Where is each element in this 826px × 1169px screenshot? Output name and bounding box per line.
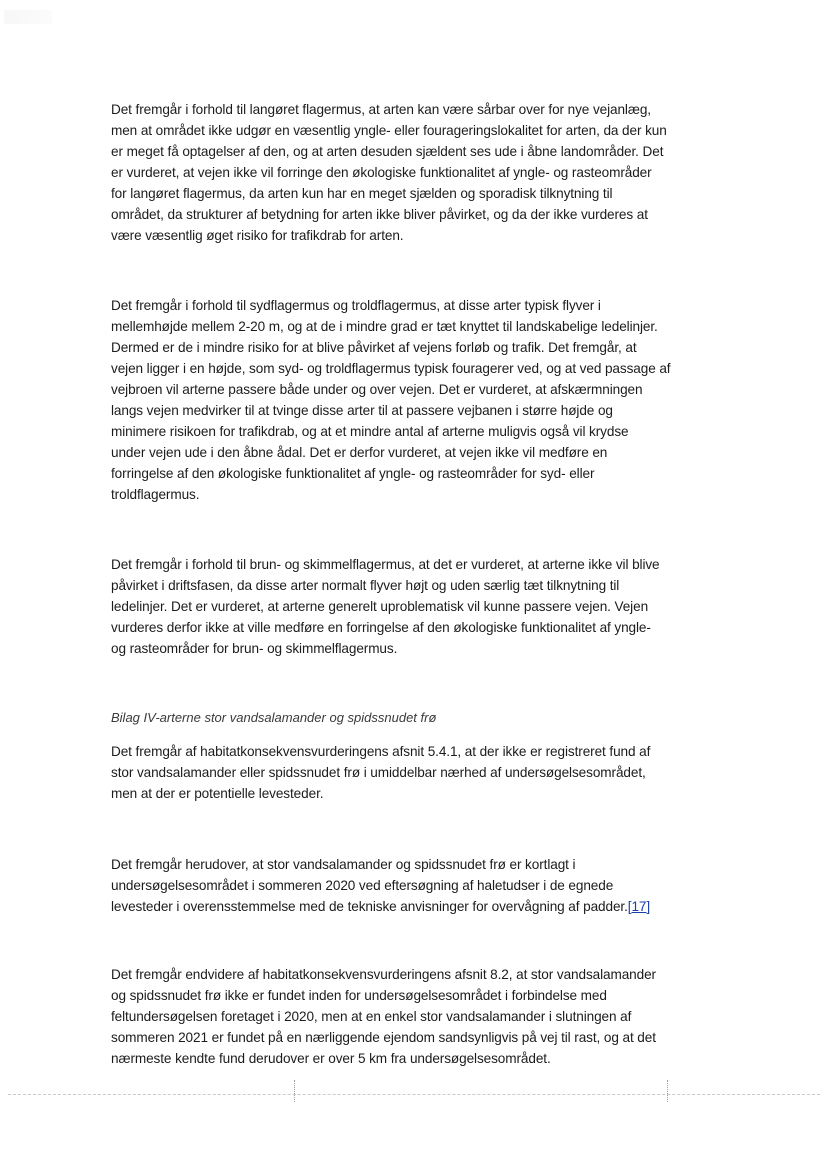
text-line: langs vejen medvirker til at tvinge disse arter til at passere vejbanen i større højde og [111,403,613,418]
text-line: under vejen ude i den åbne ådal. Det er derfor vurderet, at vejen ikke vil medføre en [111,445,608,460]
text-line: Det fremgår endvidere af habitatkonsekvensvurderingens afsnit 8.2, at stor vandsalamander [111,967,656,982]
paragraph-kortlagt-2020 [111,854,727,917]
text-line: Det fremgår i forhold til brun- og skimmelflagermus, at det er vurderet, at arterne ikke vil blive [111,557,660,572]
text-line: for langøret flagermus, da arten kun har en meget sjælden og sporadisk tilknytning til [111,186,613,201]
text-line: mellemhøjde mellem 2-20 m, og at de i mindre grad er tæt knyttet til landskabelige ledelinjer. [111,319,658,334]
text-line-content: levesteder i overensstemmelse med de tekniske anvisninger for overvågning af padder. [111,899,628,914]
paragraph-afsnit-5-4-1 [111,741,727,804]
paragraph-langoeret-flagermus [111,99,727,246]
text-line: men at der er potentielle levesteder. [111,786,324,801]
text-line: men at området ikke udgør en væsentlig yngle- eller fourageringslokalitet for arten, da der kun [111,123,667,138]
text-line: og rasteområder for brun- og skimmelflagermus. [111,641,398,656]
text-line: troldflagermus. [111,487,200,502]
text-line: Dermed er de i mindre risiko for at blive påvirket af vejens forløb og trafik. Det fremgår, at [111,340,637,355]
text-line: vurderes derfor ikke at ville medføre en forringelse af den økologiske funktionalitet af yngle- [111,620,651,635]
text-line: minimere risikoen for trafikdrab, og at et mindre antal af arterne muligvis også vil krydse [111,424,629,439]
scan-artifact [4,10,52,24]
text-line: og spidssnudet frø ikke er fundet inden for undersøgelsesområdet i forbindelse med [111,988,607,1003]
paragraph-syd-troldflagermus [111,295,727,505]
text-line [111,896,727,917]
text-line: er vurderet, at vejen ikke vil forringe den økologiske funktionalitet af yngle- og rasteområder [111,165,652,180]
text-line: undersøgelsesområdet i sommeren 2020 ved eftersøgning af haletudser i de egnede [111,878,614,893]
text-line: stor vandsalamander eller spidssnudet frø i umiddelbar nærhed af undersøgelsesområdet, [111,765,646,780]
text-line: forringelse af den økologiske funktionalitet af yngle- og rasteområder for syd- eller [111,466,595,481]
footer-divider [8,1094,820,1095]
text-line: er meget få optagelser af den, og at arten desuden sjældent ses ude i åbne landområder. Det [111,144,664,159]
footnote-link[interactable]: [17] [627,899,651,914]
text-line: være væsentlig øget risiko for trafikdrab for arten. [111,228,404,243]
text-line: vejbroen vil arterne passere både under og over vejen. Det er vurderet, at afskærmningen [111,382,643,397]
text-line: Det fremgår i forhold til langøret flagermus, at arten kan være sårbar over for nye vejanlæg, [111,102,651,117]
text-line: sommeren 2021 er fundet på en nærliggende ejendom sandsynligvis på vej til rast, og at det [111,1030,656,1045]
paragraph-brun-skimmelflagermus [111,554,727,659]
section-heading: Bilag IV-arterne stor vandsalamander og spidssnudet frø [111,710,437,725]
text-line: feltundersøgelsen foretaget i 2020, men at en enkel stor vandsalamander i slutningen af [111,1009,632,1024]
text-line: ledelinjer. Det er vurderet, at arterne generelt uproblematisk vil kunne passere vejen. Vejen [111,599,649,614]
text-line: vejen ligger i en højde, som syd- og troldflagermus typisk fouragerer ved, og at ved passage af [111,361,671,376]
text-line: området, da strukturer af betydning for arten ikke bliver påvirket, og da der ikke vurderes at [111,207,648,222]
text-line: nærmeste kendte fund derudover er over 5 km fra undersøgelsesområdet. [111,1051,551,1066]
text-line: Det fremgår af habitatkonsekvensvurderingens afsnit 5.4.1, at der ikke er registreret fund af [111,744,651,759]
text-line: Det fremgår herudover, at stor vandsalamander og spidssnudet frø er kortlagt i [111,857,576,872]
footer-tick-mark [667,1080,674,1102]
text-line: Det fremgår i forhold til sydflagermus og troldflagermus, at disse arter typisk flyver i [111,298,601,313]
paragraph-afsnit-8-2 [111,964,727,1069]
footer-tick-mark [294,1080,301,1102]
text-line: påvirket i driftsfasen, da disse arter normalt flyver højt og uden særlig tæt tilknytning til [111,578,620,593]
